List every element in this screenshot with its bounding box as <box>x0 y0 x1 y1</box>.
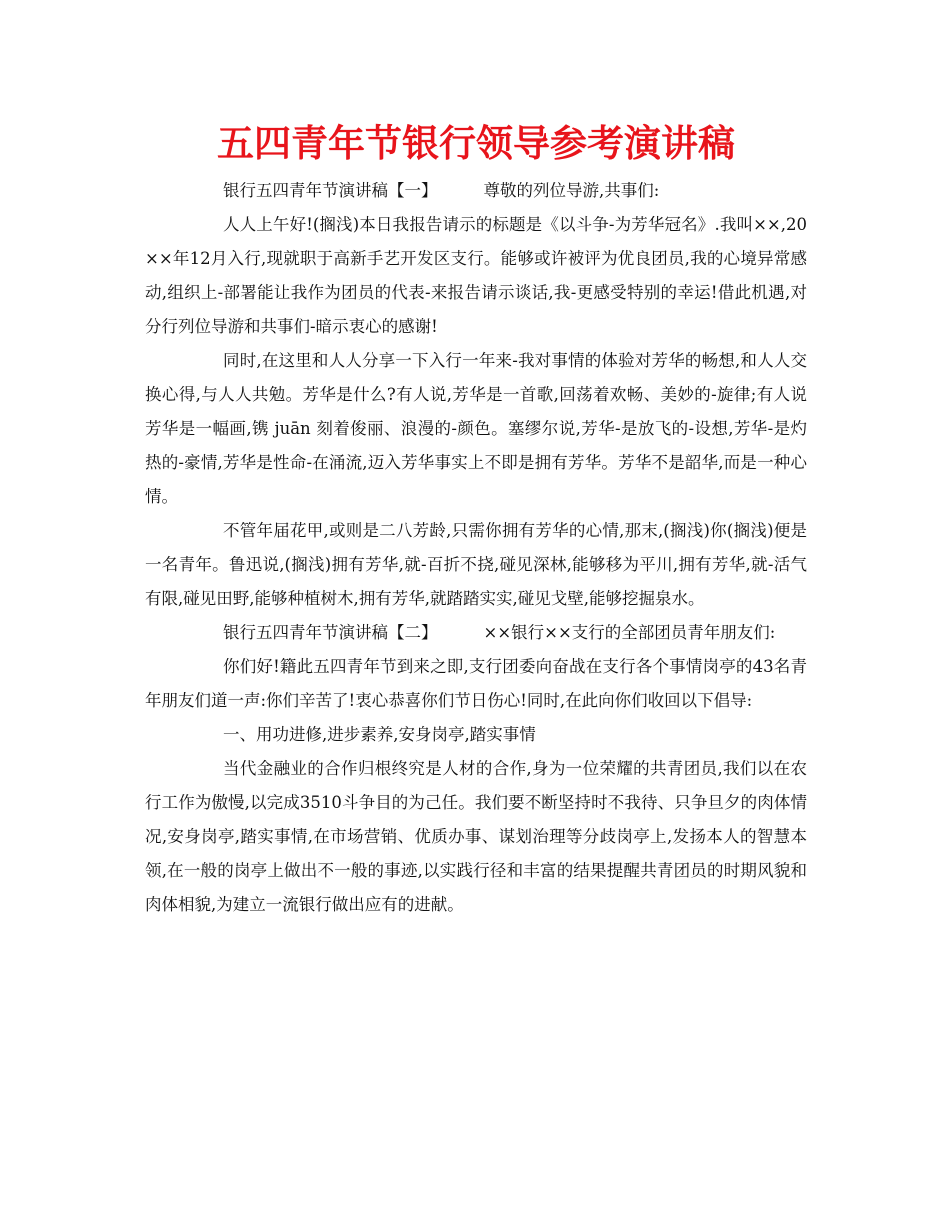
paragraph-4: 不管年届花甲,或则是二八芳龄,只需你拥有芳华的心情,那末,(搁浅)你(搁浅)便是一名青年。鲁迅说,(搁浅)拥有芳华,就-百折不挠,碰见深林,能够移为平川,拥有芳华,就-活气有限,碰见田野,能够种植树木,拥有芳华,就踏踏实实,碰见戈壁,能够挖掘泉水。 <box>145 521 807 608</box>
paragraph-7: 一、用功进修,进步素养,安身岗亭,踏实事情 <box>223 725 536 744</box>
paragraph-3: 同时,在这里和人人分享一下入行一年来-我对事情的体验对芳华的畅想,和人人交换心得,与人人共勉。芳华是什么?有人说,芳华是一首歌,回荡着欢畅、美妙的-旋律;有人说芳华是一幅画,镌 juān 刻着俊丽、浪漫的-颜色。塞缪尔说,芳华-是放飞的-设想,芳华-是灼热的-豪情,芳华是性命-在涌流,迈入芳华事实上不即是拥有芳华。芳华不是韶华,而是一种心情。 <box>145 351 807 506</box>
paragraph-6: 你们好!籍此五四青年节到来之即,支行团委向奋战在支行各个事情岗亭的43名青年朋友们道一声:你们辛苦了!衷心恭喜你们节日伤心!同时,在此向你们收回以下倡导: <box>145 657 807 710</box>
paragraph-2: 人人上午好!(搁浅)本日我报告请示的标题是《以斗争-为芳华冠名》.我叫××,20××年12月入行,现就职于高新手艺开发区支行。能够或许被评为优良团员,我的心境异常感动,组织上-部署能让我作为团员的代表-来报告请示谈话,我-更感受特别的幸运!借此机遇,对分行列位导游和共事们-暗示衷心的感谢! <box>145 215 807 336</box>
paragraph-8: 当代金融业的合作归根终究是人材的合作,身为一位荣耀的共青团员,我们以在农行工作为傲慢,以完成3510斗争目的为己任。我们要不断坚持时不我待、只争旦夕的肉体情况,安身岗亭,踏实事情,在市场营销、优质办事、谋划治理等分歧岗亭上,发扬本人的智慧本领,在一般的岗亭上做出不一般的事迹,以实践行径和丰富的结果提醒共青团员的时期风貌和肉体相貌,为建立一流银行做出应有的进献。 <box>145 759 807 914</box>
paragraph-text: 尊敬的列位导游,共事们: <box>483 181 660 200</box>
section-heading-2: 银行五四青年节演讲稿【二】 <box>223 623 438 642</box>
paragraph-1 <box>145 174 807 208</box>
document-page <box>145 118 807 922</box>
paragraph-text: ××银行××支行的全部团员青年朋友们: <box>483 623 776 642</box>
document-title: 五四青年节银行领导参考演讲稿 <box>217 122 735 165</box>
section-heading-1: 银行五四青年节演讲稿【一】 <box>223 181 438 200</box>
paragraph-5 <box>145 616 807 650</box>
